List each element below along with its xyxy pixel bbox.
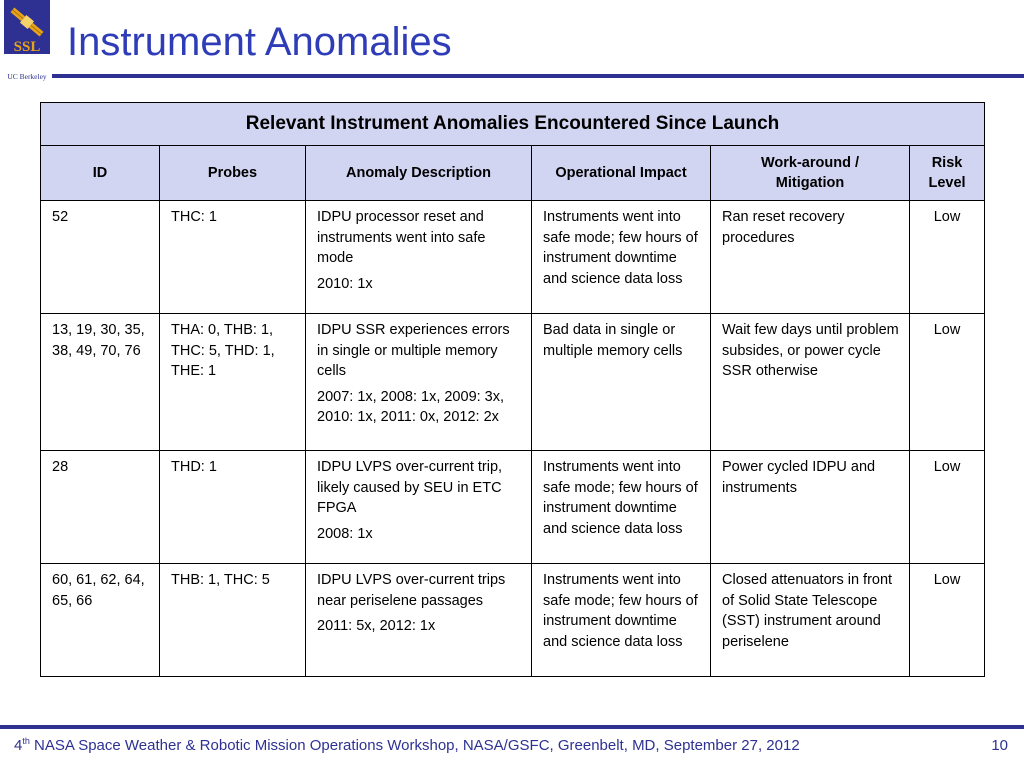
footer-ordinal-suffix: th bbox=[22, 736, 30, 746]
cell-impact: Bad data in single or multiple memory cells bbox=[532, 314, 711, 451]
occurrences-text: 2007: 1x, 2008: 1x, 2009: 3x, 2010: 1x, 2011: 0x, 2012: 2x bbox=[317, 388, 505, 425]
occurrences-text: 2008: 1x bbox=[317, 525, 373, 542]
cell-risk: Low bbox=[910, 451, 985, 564]
ssl-logo bbox=[2, 0, 52, 84]
description-text: IDPU LVPS over-current trips near periselene passages bbox=[317, 572, 506, 609]
header-workaround bbox=[711, 146, 910, 201]
table-row bbox=[41, 451, 985, 564]
header-id: ID bbox=[41, 146, 160, 201]
description-text: IDPU processor reset and instruments went into safe mode bbox=[317, 209, 486, 266]
cell-id: 28 bbox=[41, 451, 160, 564]
logo-institution-text: UC Berkeley bbox=[7, 72, 47, 81]
cell-risk: Low bbox=[910, 314, 985, 451]
header-risk bbox=[910, 146, 985, 201]
header-impact: Operational Impact bbox=[532, 146, 711, 201]
cell-description bbox=[306, 564, 532, 677]
footer-divider bbox=[0, 725, 1024, 729]
header-workaround-line2: Mitigation bbox=[775, 175, 845, 191]
cell-probes: THC: 1 bbox=[160, 201, 306, 314]
logo-ssl-text: SSL bbox=[13, 39, 41, 55]
description-text: IDPU LVPS over-current trip, likely caused by SEU in ETC FPGA bbox=[317, 459, 503, 516]
table-row bbox=[41, 201, 985, 314]
footer-ordinal-number: 4 bbox=[14, 737, 23, 754]
cell-id: 13, 19, 30, 35, 38, 49, 70, 76 bbox=[41, 314, 160, 451]
cell-probes: THD: 1 bbox=[160, 451, 306, 564]
page-title: Instrument Anomalies bbox=[67, 20, 452, 64]
table-caption: Relevant Instrument Anomalies Encountered Since Launch bbox=[41, 103, 985, 146]
table-row bbox=[41, 314, 985, 451]
cell-impact: Instruments went into safe mode; few hours of instrument downtime and science data loss bbox=[532, 564, 711, 677]
table-row bbox=[41, 564, 985, 677]
footer-citation bbox=[14, 736, 800, 756]
cell-impact: Instruments went into safe mode; few hours of instrument downtime and science data loss bbox=[532, 451, 711, 564]
satellite-icon bbox=[2, 0, 52, 84]
header-risk-line2: Level bbox=[928, 175, 966, 191]
cell-id: 60, 61, 62, 64, 65, 66 bbox=[41, 564, 160, 677]
anomalies-table bbox=[40, 102, 985, 677]
page-number: 10 bbox=[991, 737, 1008, 754]
cell-workaround: Power cycled IDPU and instruments bbox=[711, 451, 910, 564]
occurrences-text: 2011: 5x, 2012: 1x bbox=[317, 618, 436, 634]
header-probes: Probes bbox=[160, 146, 306, 201]
footer-workshop-text: NASA Space Weather & Robotic Mission Operations Workshop, NASA/GSFC, Greenbelt, MD, September 27, 2012 bbox=[29, 737, 800, 754]
cell-probes: THA: 0, THB: 1, THC: 5, THD: 1, THE: 1 bbox=[160, 314, 306, 451]
cell-risk: Low bbox=[910, 564, 985, 677]
cell-impact: Instruments went into safe mode; few hours of instrument downtime and science data loss bbox=[532, 201, 711, 314]
occurrences-text: 2010: 1x bbox=[317, 275, 373, 292]
cell-workaround: Closed attenuators in front of Solid State Telescope (SST) instrument around periselene bbox=[711, 564, 910, 677]
cell-description bbox=[306, 314, 532, 451]
header-description: Anomaly Description bbox=[306, 146, 532, 201]
cell-workaround: Ran reset recovery procedures bbox=[711, 201, 910, 314]
description-text: IDPU SSR experiences errors in single or multiple memory cells bbox=[317, 322, 510, 379]
cell-description bbox=[306, 201, 532, 314]
cell-risk: Low bbox=[910, 201, 985, 314]
anomalies-table-container bbox=[40, 102, 984, 677]
cell-probes: THB: 1, THC: 5 bbox=[160, 564, 306, 677]
cell-id: 52 bbox=[41, 201, 160, 314]
cell-description bbox=[306, 451, 532, 564]
header-workaround-line1: Work-around / bbox=[760, 155, 859, 171]
cell-workaround: Wait few days until problem subsides, or power cycle SSR otherwise bbox=[711, 314, 910, 451]
title-divider bbox=[52, 74, 1024, 78]
header-risk-line1: Risk bbox=[931, 155, 963, 171]
